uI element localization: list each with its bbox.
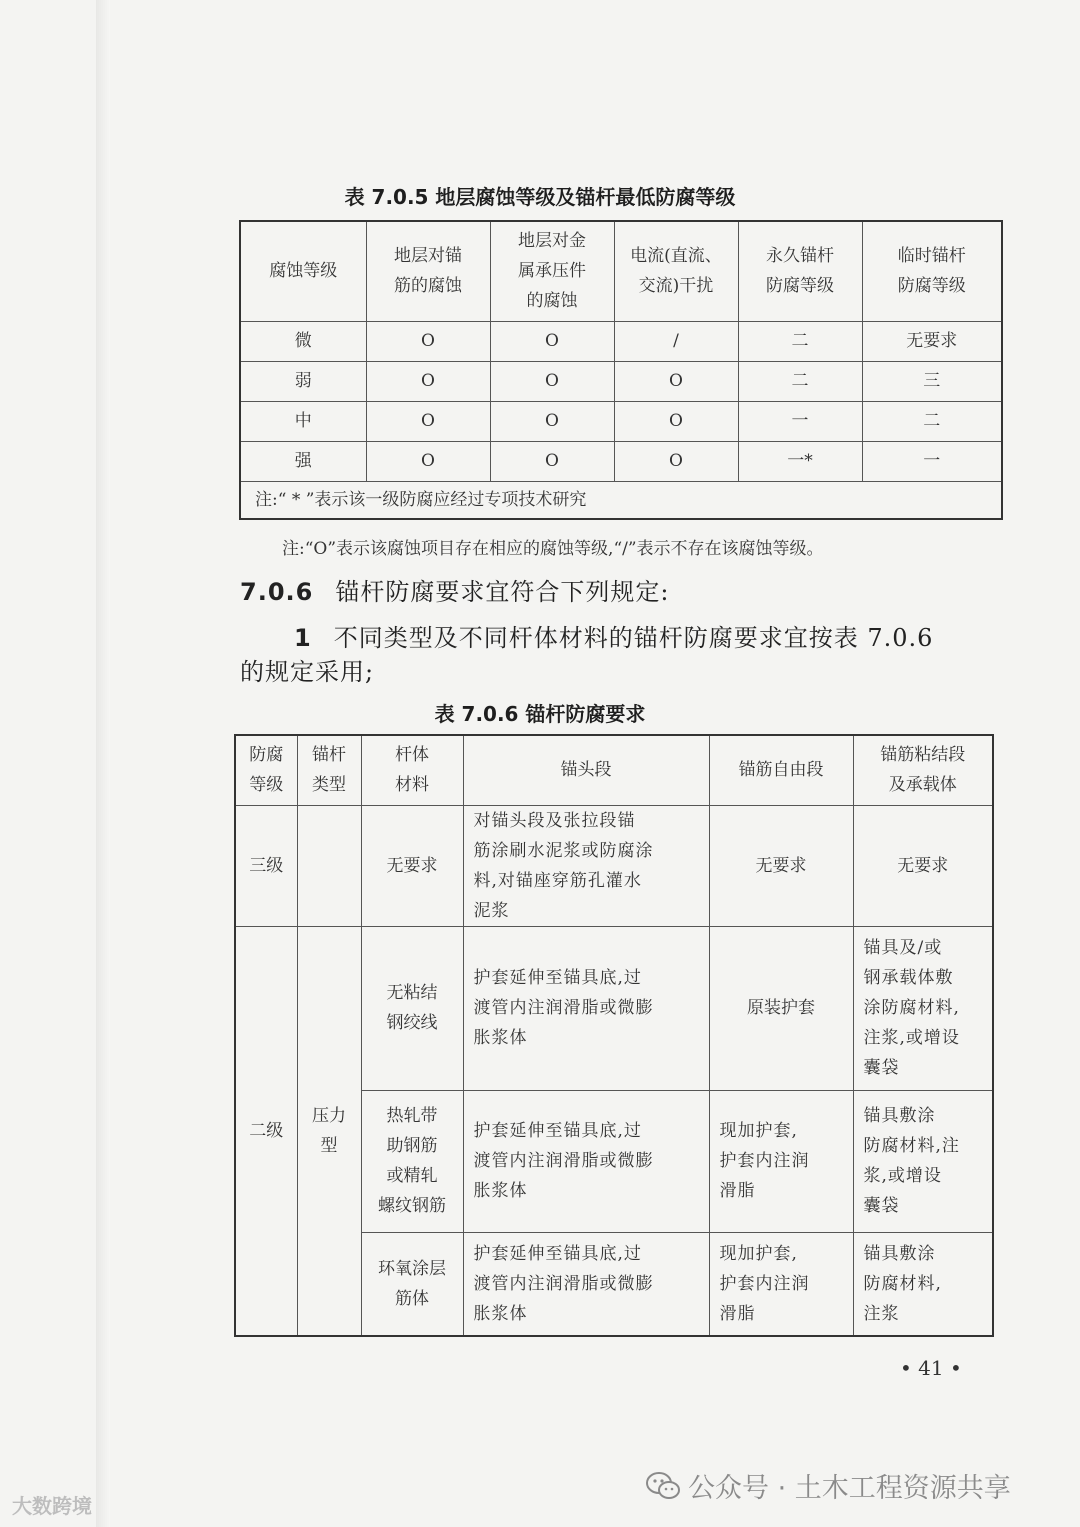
table-row — [240, 401, 1002, 441]
table1-caption: 表 7.0.5 地层腐蚀等级及锚杆最低防腐等级 — [344, 185, 736, 209]
clause-item-line2: 的规定采用; — [240, 658, 375, 686]
material-cell: 环氧涂层 筋体 — [361, 1232, 463, 1336]
head-cell: 对锚头段及张拉段锚 筋涂刷水泥浆或防腐涂 料,对锚座穿筋孔灌水 泥浆 — [463, 805, 709, 926]
header-cell: 防腐 等级 — [235, 735, 297, 805]
free-cell: 原装护套 — [709, 926, 853, 1090]
header-cell: 锚杆 类型 — [297, 735, 361, 805]
header-cell: 地层对锚 筋的腐蚀 — [366, 221, 490, 321]
table-cell: O — [490, 321, 614, 361]
header-cell: 地层对金 属承压件 的腐蚀 — [490, 221, 614, 321]
table-cell: O — [490, 401, 614, 441]
type-cell: 压力 型 — [297, 926, 361, 1336]
header-cell: 杆体 材料 — [361, 735, 463, 805]
bond-cell: 锚具及/或 钢承载体敷 涂防腐材料, 注浆,或增设 囊袋 — [853, 926, 993, 1090]
page-spine-shadow — [96, 0, 110, 1527]
table-cell: O — [490, 361, 614, 401]
table-cell: O — [366, 321, 490, 361]
bond-cell: 锚具敷涂 防腐材料, 注浆 — [853, 1232, 993, 1336]
watermark-text: 公众号 · 土木工程资源共享 — [688, 1473, 1011, 1504]
header-cell: 锚头段 — [463, 735, 709, 805]
table-cell: O — [614, 401, 738, 441]
head-cell: 护套延伸至锚具底,过 渡管内注润滑脂或微膨 胀浆体 — [463, 1232, 709, 1336]
clause-item-number: 1 — [294, 624, 312, 652]
free-cell: 无要求 — [709, 805, 853, 926]
table-inner-note: 注:“ * ”表示该一级防腐应经过专项技术研究 — [240, 481, 1002, 519]
clause-heading — [240, 572, 669, 607]
corrosion-grade-table — [239, 220, 1003, 520]
table-row — [235, 805, 993, 926]
table-header-row — [235, 735, 993, 805]
clause-number: 7.0.6 — [240, 578, 314, 606]
table2-caption: 表 7.0.6 锚杆防腐要求 — [434, 702, 646, 726]
header-cell: 锚筋粘结段 及承载体 — [853, 735, 993, 805]
table-cell: O — [366, 441, 490, 481]
table1-footnote: 注:“O”表示该腐蚀项目存在相应的腐蚀等级,“/”表示不存在该腐蚀等级。 — [282, 539, 824, 559]
bond-cell: 锚具敷涂 防腐材料,注 浆,或增设 囊袋 — [853, 1090, 993, 1232]
bond-cell: 无要求 — [853, 805, 993, 926]
material-cell: 热轧带 助钢筋 或精轧 螺纹钢筋 — [361, 1090, 463, 1232]
table-cell: 一* — [738, 441, 862, 481]
header-cell: 临时锚杆 防腐等级 — [862, 221, 1002, 321]
head-cell: 护套延伸至锚具底,过 渡管内注润滑脂或微膨 胀浆体 — [463, 926, 709, 1090]
table-row — [240, 321, 1002, 361]
table-cell: O — [614, 361, 738, 401]
table-cell: O — [490, 441, 614, 481]
table-cell: / — [614, 321, 738, 361]
table-header-row — [240, 221, 1002, 321]
grade-cell: 三级 — [235, 805, 297, 926]
table-cell: 弱 — [240, 361, 366, 401]
free-cell: 现加护套, 护套内注润 滑脂 — [709, 1232, 853, 1336]
corner-logo: 大数跨境 — [12, 1494, 92, 1518]
header-cell: 电流(直流、 交流)干扰 — [614, 221, 738, 321]
table-cell: 微 — [240, 321, 366, 361]
free-cell: 现加护套, 护套内注润 滑脂 — [709, 1090, 853, 1232]
clause-item-line1: 1 不同类型及不同杆体材料的锚杆防腐要求宜按表 7.0.6 — [294, 624, 934, 652]
header-cell: 永久锚杆 防腐等级 — [738, 221, 862, 321]
page-number: • 41 • — [900, 1356, 962, 1380]
table-cell: 二 — [738, 361, 862, 401]
header-cell: 锚筋自由段 — [709, 735, 853, 805]
watermark — [646, 1466, 1011, 1505]
table-cell: 三 — [862, 361, 1002, 401]
grade-cell: 二级 — [235, 926, 297, 1336]
anchor-anticorrosion-table — [234, 734, 994, 1337]
table-cell: 强 — [240, 441, 366, 481]
header-cell: 腐蚀等级 — [240, 221, 366, 321]
table-cell: 二 — [738, 321, 862, 361]
table-cell: O — [366, 401, 490, 441]
table-cell: 中 — [240, 401, 366, 441]
table-cell: O — [614, 441, 738, 481]
table-cell: 一 — [862, 441, 1002, 481]
table-note-row — [240, 481, 1002, 519]
table-cell: 无要求 — [862, 321, 1002, 361]
table-row — [240, 441, 1002, 481]
clause-text: 锚杆防腐要求宜符合下列规定: — [335, 578, 670, 606]
table-cell: O — [366, 361, 490, 401]
head-cell: 护套延伸至锚具底,过 渡管内注润滑脂或微膨 胀浆体 — [463, 1090, 709, 1232]
table-row — [240, 361, 1002, 401]
type-cell — [297, 805, 361, 926]
material-cell: 无要求 — [361, 805, 463, 926]
table-cell: 一 — [738, 401, 862, 441]
table-row — [235, 926, 993, 1090]
material-cell: 无粘结 钢绞线 — [361, 926, 463, 1090]
table-cell: 二 — [862, 401, 1002, 441]
wechat-icon — [646, 1472, 680, 1500]
